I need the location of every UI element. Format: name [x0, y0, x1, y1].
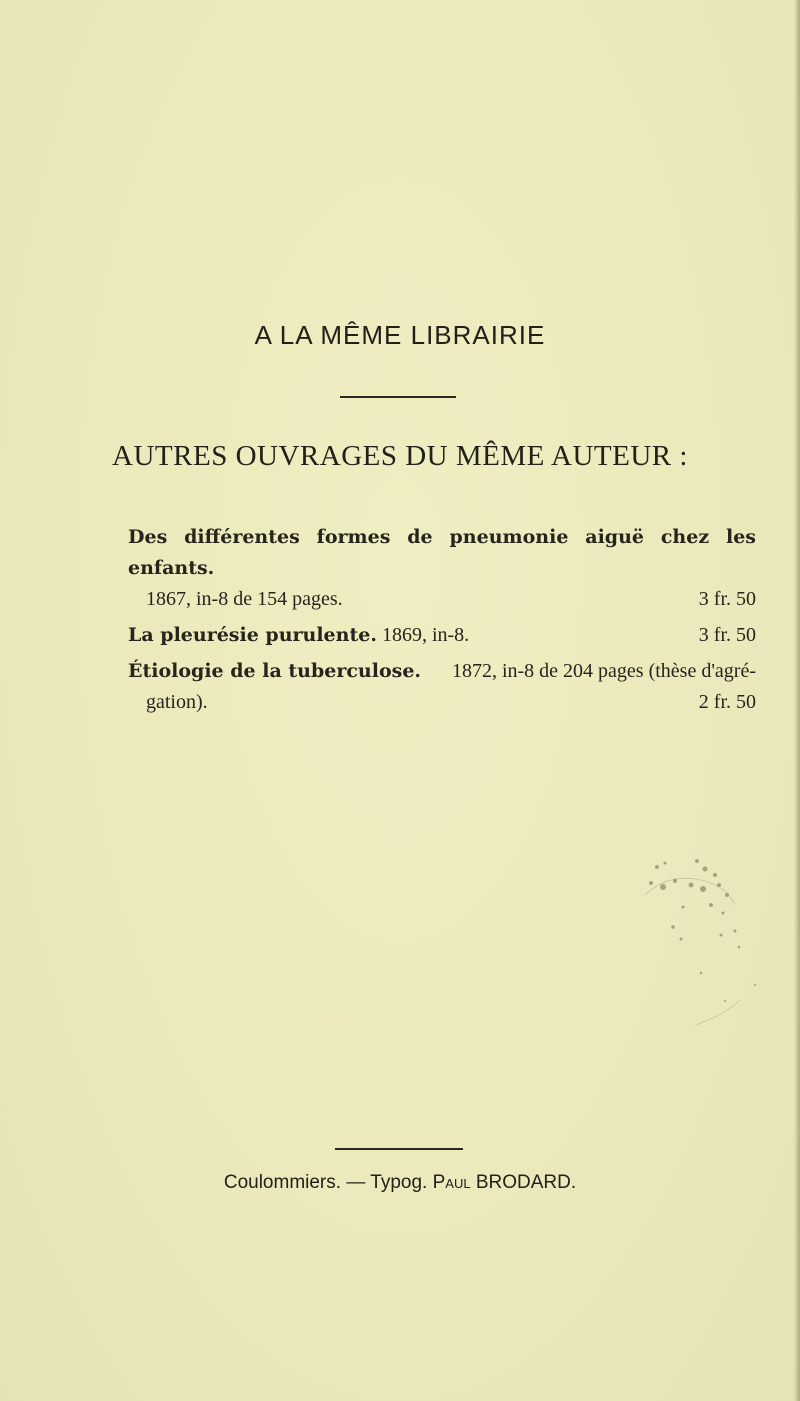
work-price: 3 fr. 50	[698, 588, 756, 610]
colophon-printer-last: BRODARD.	[475, 1172, 577, 1193]
work-entry-title-line	[128, 522, 756, 584]
printer-colophon	[0, 1172, 800, 1194]
work-entry-detail-line	[128, 687, 756, 718]
colophon-place: Coulommiers.	[223, 1172, 342, 1193]
works-list	[128, 522, 756, 718]
work-price: 2 fr. 50	[698, 691, 756, 713]
divider-rule-bottom	[335, 1148, 463, 1150]
publisher-heading: A LA MÊME LIBRAIRIE	[254, 320, 546, 350]
colophon-dash: —	[346, 1172, 366, 1193]
work-entry-title-line	[128, 656, 756, 687]
colophon-printer-first: Paul	[432, 1172, 471, 1193]
work-entry-detail-line	[128, 584, 756, 615]
work-price: 3 fr. 50	[698, 624, 756, 646]
work-detail: 1872, in-8 de 204 pages (thèse d'agré-	[451, 660, 756, 682]
work-detail-continued: gation).	[146, 691, 208, 713]
divider-rule-top	[340, 396, 456, 398]
work-entry-pleuresie	[128, 620, 756, 651]
work-title: La pleurésie purulente.	[128, 624, 377, 646]
work-detail: 1867, in-8 de 154 pages.	[146, 588, 343, 610]
work-title: Des différentes formes de pneumonie aiguë chez les enfants.	[128, 526, 756, 579]
work-entry-pneumonie	[128, 522, 756, 615]
work-entry-tuberculose	[128, 656, 756, 718]
work-detail: 1869, in-8.	[381, 624, 470, 646]
other-works-heading: AUTRES OUVRAGES DU MÊME AUTEUR :	[112, 440, 688, 472]
work-entry-title-line	[128, 620, 756, 651]
ink-stain-mark	[635, 855, 765, 1035]
work-title: Étiologie de la tuberculose.	[128, 660, 422, 682]
colophon-typog: Typog.	[370, 1172, 428, 1193]
